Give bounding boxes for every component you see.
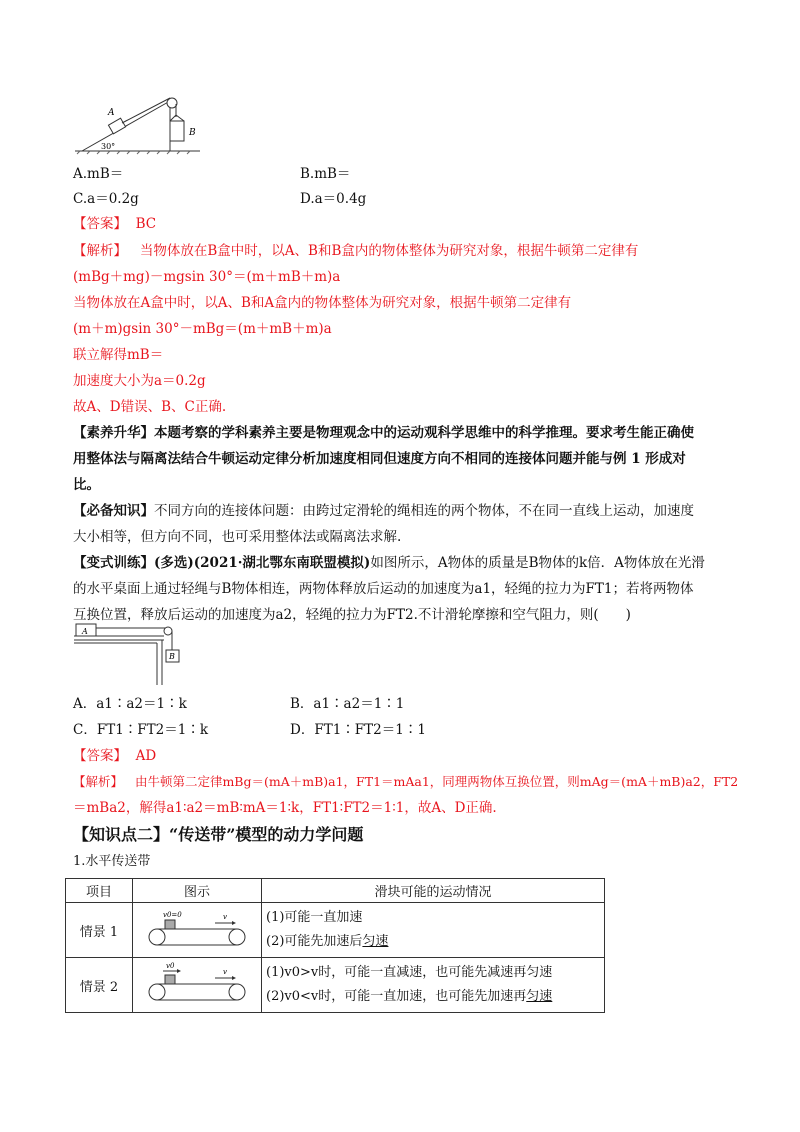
conveyor-figure (133, 958, 262, 1013)
block-a-label: A (108, 108, 115, 118)
block-a-label: A (82, 627, 88, 636)
variant-line (73, 554, 705, 572)
section-title: 【知识点二】“传送带”模型的动力学问题 (73, 825, 364, 844)
table-header-row (66, 879, 605, 903)
knowledge-line: 大小相等，但方向不同，也可采用整体法或隔离法求解. (73, 529, 402, 545)
section-subtitle: 1.水平传送带 (73, 854, 151, 869)
case-underlined: 匀速 (526, 989, 553, 1004)
answer-tag: 【答案】 (73, 748, 127, 764)
incline-pulley-diagram (75, 95, 205, 155)
q1-analysis-line: 加速度大小为a＝0.2g (73, 373, 206, 389)
case (266, 906, 600, 930)
variant-answer (73, 747, 156, 765)
row-name: 情景 1 (66, 903, 133, 958)
analysis-text: 由牛顿第二定律mBg＝(mA＋mB)a1，FT1＝mAa1，同理两物体互换位置，则mAg＝(mA＋mB)a2，FT2 (134, 774, 739, 789)
knowledge-line (73, 502, 694, 520)
literacy-line: 比。 (73, 477, 100, 493)
motion-cases (262, 903, 605, 958)
conveyor-table (65, 878, 605, 1013)
row-name: 情景 2 (66, 958, 133, 1013)
analysis-text: 当物体放在B盒中时，以A、B和B盒内的物体整体为研究对象，根据牛顿第二定律有 (139, 243, 639, 259)
case-text: (2)v0<v时，可能一直加速，也可能先加速再 (266, 989, 527, 1004)
variant-tag: 【变式训练】(多选)(2021·湖北鄂东南联盟模拟) (73, 555, 371, 571)
variant-line: 的水平桌面上通过轻绳与B物体相连，两物体释放后运动的加速度为a1，轻绳的拉力为FT1；若将两物体 (73, 581, 694, 597)
conveyor-figure (133, 903, 262, 958)
v-label: v (223, 968, 227, 976)
q1-analysis-line: 故A、D错误、B、C正确. (73, 399, 227, 415)
knowledge-text: 不同方向的连接体问题：由跨过定滑轮的绳相连的两个物体，不在同一直线上运动，加速度 (154, 503, 694, 519)
header-figure: 图示 (133, 879, 262, 903)
case-underlined: 匀速 (362, 934, 389, 949)
variant-option-c: C．FT1∶FT2＝1∶k (73, 722, 209, 738)
header-item: 项目 (66, 879, 133, 903)
v0-label: v0 (166, 962, 175, 970)
q1-analysis-line: 联立解得mB＝ (73, 347, 164, 363)
literacy-line (73, 424, 694, 442)
case-text: (1)可能一直加速 (266, 910, 363, 925)
table-row (66, 958, 605, 1013)
q1-analysis-line: (m＋m)gsin 30°－mBg＝(m＋mB＋m)a (73, 321, 332, 337)
q1-analysis-line (73, 242, 638, 260)
conveyor-belt-icon (137, 905, 257, 951)
angle-label: 30° (101, 142, 116, 151)
variant-option-d: D．FT1∶FT2＝1∶1 (290, 722, 426, 738)
literacy-tag: 【素养升华】 (73, 425, 154, 441)
analysis-tag: 【解析】 (73, 243, 127, 259)
answer-value: BC (135, 216, 157, 232)
q1-analysis-line: (mBg＋mg)－mgsin 30°＝(m＋mB＋m)a (73, 269, 341, 285)
case-text: (2)可能先加速后 (266, 934, 363, 949)
motion-cases (262, 958, 605, 1013)
case (266, 985, 600, 1009)
variant-option-a: A．a1∶a2＝1∶k (73, 696, 187, 712)
q1-option-a: A.mB＝ (73, 166, 124, 182)
variant-option-b: B．a1∶a2＝1∶1 (290, 696, 405, 712)
conveyor-belt-icon (137, 960, 257, 1006)
box-b-label: B (189, 128, 196, 138)
header-motion: 滑块可能的运动情况 (262, 879, 605, 903)
answer-value: AD (135, 748, 157, 764)
v-label: v (223, 913, 227, 921)
variant-text: 如图所示，A物体的质量是B物体的k倍．A物体放在光滑 (370, 555, 705, 571)
q1-answer (73, 215, 156, 233)
table-pulley-diagram (72, 622, 182, 687)
literacy-text: 本题考察的学科素养主要是物理观念中的运动观科学思维中的科学推理。要求考生能正确使 (154, 425, 694, 441)
table-row (66, 903, 605, 958)
analysis-tag: 【解析】 (73, 774, 124, 789)
q1-option-c: C.a＝0.2g (73, 191, 139, 207)
q1-option-d: D.a＝0.4g (300, 191, 367, 207)
literacy-line: 用整体法与隔离法结合牛顿运动定律分析加速度相同但速度方向不相同的连接体问题并能与例 1 形成对 (73, 451, 686, 467)
variant-analysis-line: ＝mBa2，解得a1∶a2＝mB∶mA＝1∶k，FT1∶FT2＝1∶1，故A、D正确. (73, 800, 497, 816)
block-b-label: B (169, 652, 175, 661)
case (266, 930, 600, 954)
q1-analysis-line: 当物体放在A盒中时，以A、B和A盒内的物体整体为研究对象，根据牛顿第二定律有 (73, 295, 572, 311)
case (266, 961, 600, 985)
knowledge-tag: 【必备知识】 (73, 503, 154, 519)
v0-label: v0=0 (163, 911, 182, 919)
case-text: (1)v0>v时，可能一直减速，也可能先减速再匀速 (266, 965, 553, 980)
answer-tag: 【答案】 (73, 216, 127, 232)
variant-analysis-line (73, 773, 738, 791)
variant-line: 互换位置，释放后运动的加速度为a2，轻绳的拉力为FT2.不计滑轮摩擦和空气阻力，则( ) (73, 607, 631, 623)
q1-option-b: B.mB＝ (300, 166, 351, 182)
